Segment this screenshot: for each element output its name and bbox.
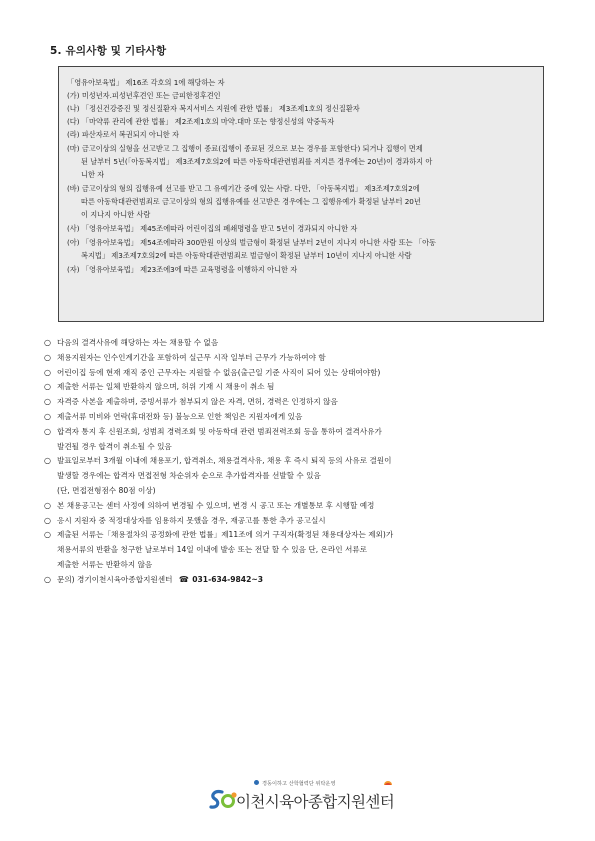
list-item [44, 454, 559, 469]
notice-text: 응시 지원자 중 적정대상자를 임용하지 못했을 경우, 재공고를 통한 추가 공고실시 [57, 515, 326, 525]
circle-bullet-icon: ○ [44, 515, 51, 525]
contact-phone: 031-634-9842~3 [192, 574, 264, 584]
list-item [44, 425, 559, 440]
disqualification-item-continued: 따른 아동학대관련범죄로 금고이상의 형의 집행유예를 선고받은 경우에는 그 집행유예가 확정된 날부터 20년 [81, 197, 421, 206]
list-item [44, 410, 559, 425]
disqualification-item: (나) 「정신건강증진 및 정신질환자 복지서비스 지원에 관한 법률」 제3조제1호의 정신질환자 [67, 104, 360, 113]
list-item [44, 366, 559, 381]
list-item [44, 514, 559, 529]
notice-text: 어린이집 등에 현재 재직 중인 근무자는 지원할 수 없음(출근일 기준 사직이 되어 있는 상태여야함) [57, 367, 381, 377]
notice-text: 발표일로부터 3개월 이내에 채용포기, 합격취소, 채용결격사유, 채용 후 즉시 퇴직 등의 사유로 결원이 [57, 456, 392, 466]
notice-text: 자격증 사본을 제출하며, 증빙서류가 첨부되지 않은 자격, 면허, 경력은 인정하지 않음 [57, 397, 338, 407]
footer-tagline: 경동이하고 산학협력단 위탁운영 [262, 781, 336, 787]
notice-text: 채용지원자는 인수인계기간을 포함하여 실근무 시작 일부터 근무가 가능하여야 함 [57, 352, 326, 362]
contact-info [57, 573, 559, 588]
notice-text-continued: 제출한 서류는 반환하지 않음 [57, 559, 153, 569]
circle-bullet-icon: ○ [44, 500, 51, 510]
disqualification-box [58, 66, 544, 322]
list-item [44, 528, 559, 543]
footer-logo-block [208, 780, 408, 814]
notice-text-continued: 발생할 경우에는 합격자 면접전형 차순위자 순으로 추가합격자를 선발할 수 있음 [57, 471, 321, 481]
disqualification-item: (자) 「영유아보육법」 제23조에3에 따른 교육명령을 이행하지 아니한 자 [67, 265, 298, 274]
disqualification-item: (사) 「영유아보육법」 제45조에따라 어린이집의 폐쇄명령을 받고 5년이 경과되지 아니한 자 [67, 224, 358, 233]
notice-list [44, 336, 559, 588]
circle-bullet-icon: ○ [44, 574, 51, 584]
phone-icon: ☎ [178, 574, 189, 584]
center-name: 이천시육아종합지원센터 [236, 793, 395, 811]
notice-text: 제출서류 미비와 연락(휴대전화 등) 불능으로 인한 책임은 지원자에게 있음 [57, 411, 303, 421]
circle-bullet-icon: ○ [44, 411, 51, 421]
circle-bullet-icon: ○ [44, 338, 51, 347]
contact-row [44, 573, 559, 588]
circle-bullet-icon: ○ [44, 530, 51, 540]
list-item [44, 380, 559, 395]
contact-label: 문의) 경기이천시육아종합지원센터 [57, 574, 173, 584]
sun-icon [384, 780, 392, 785]
disqualification-item: (아) 「영유아보육법」 제54조에따라 300만원 이상의 벌금형이 확정된 날부터 2년이 지나지 아니한 사람 또는 「아동 [67, 238, 436, 247]
circle-bullet-icon: ○ [44, 397, 51, 407]
notice-text-continued: 발견될 경우 합격이 취소될 수 있음 [57, 441, 172, 451]
notice-text-continued: 채용서류의 반환을 청구한 날로부터 14일 이내에 발송 또는 전달 할 수 있음 단, 온라인 서류로 [57, 545, 367, 555]
section-title: 5. 유의사항 및 기타사항 [50, 45, 167, 57]
notice-text: 다음의 결격사유에 해당하는 자는 채용할 수 없음 [57, 338, 219, 347]
list-item [44, 336, 559, 351]
university-seal-icon [254, 780, 259, 785]
list-item [44, 499, 559, 514]
circle-bullet-icon: ○ [44, 456, 51, 466]
disqualification-item-continued: 니한 자 [81, 170, 105, 179]
circle-bullet-icon: ○ [44, 382, 51, 392]
disqualification-item-continued: 이 지나지 아니한 사람 [81, 210, 151, 219]
circle-bullet-icon: ○ [44, 352, 51, 362]
disqualification-item: (라) 파산자로서 복권되지 아니한 자 [67, 130, 179, 139]
circle-bullet-icon: ○ [44, 367, 51, 377]
disqualification-item: (다) 「마약류 관리에 관한 법률」 제2조제1호의 마약.대마 또는 향정신성의 약중독자 [67, 117, 335, 126]
notice-text: 본 채용공고는 센터 사정에 의하여 변경될 수 있으며, 변경 시 공고 또는 개별통보 후 시행할 예정 [57, 500, 375, 510]
disqualification-item: (바) 금고이상의 형의 집행유예 선고를 받고 그 유예기간 중에 있는 사람. 다만, 「아동복지법」 제3조제7호의2에 [67, 184, 420, 193]
circle-bullet-icon: ○ [44, 426, 51, 436]
disqualification-item: (가) 미성년자.피성년후견인 또는 금피한정후견인 [67, 91, 221, 100]
disqualification-item-continued: 된 날부터 5년(「아동복지법」 제3조제7호의2에 따른 아동학대관련범죄를 저지른 경우에는 20년)이 경과하지 아 [81, 157, 433, 166]
list-item [44, 351, 559, 366]
notice-text: 제출된 서류는「채용절차의 공정화에 관한 법률」제11조에 의거 구직자(확정된 채용대상자는 제외)가 [57, 530, 394, 540]
disqualification-intro: 「영유아보육법」 제16조 각호의 1에 해당하는 자 [67, 78, 225, 87]
disqualification-item: (마) 금고이상의 실형을 선고받고 그 집행이 종료(집행이 종료된 것으로 보는 경우를 포함한다) 되거나 집행이 면제 [67, 144, 423, 153]
notice-text: 합격자 통지 후 신원조회, 성범죄 경력조회 및 아동학대 관련 범죄전력조회 등을 통하여 결격사유가 [57, 426, 382, 436]
notice-text: 제출한 서류는 일체 반환하지 않으며, 허위 기재 시 채용이 취소 됨 [57, 382, 275, 392]
list-item [44, 395, 559, 410]
notice-text-continued: (단, 면접전형점수 80점 이상) [57, 485, 156, 495]
disqualification-item-continued: 복지법」 제3조제7호의2에 따른 아동학대관련범죄로 벌금형이 확정된 날부터 10년이 지나지 아니한 사람 [81, 251, 412, 260]
